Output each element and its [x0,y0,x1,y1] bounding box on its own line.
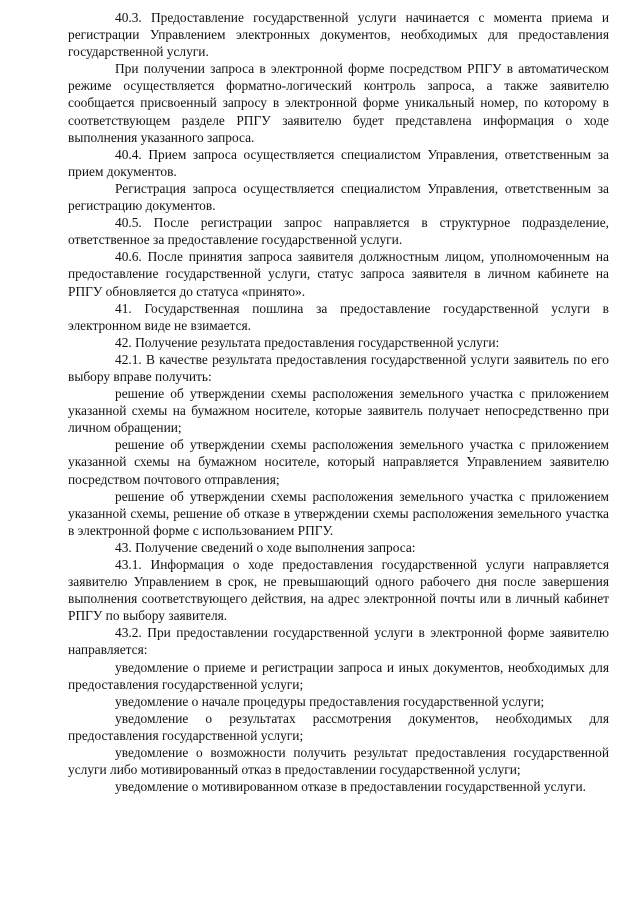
paragraph-registration: Регистрация запроса осуществляется специалистом Управления, ответственным за регистрацию документов. [68,180,609,214]
paragraph-43-1: 43.1. Информация о ходе предоставления государственной услуги направляется заявителю Управлением в срок, не превышающий одного рабочего дня после завершения выполнения соответствующего действия, на адрес электронной почты или в личный кабинет РПГУ по выбору заявителя. [68,557,609,624]
paragraph-rpgu-request: При получении запроса в электронной форме посредством РПГУ в автоматическом режиме осуществляется форматно-логический контроль запроса, а также заявителю сообщается присвоенный запросу в электронной форме уникальный номер, по которому в соответствующем разделе РПГУ заявителю будет представлена информация о ходе выполнения указанного запроса. [68,61,609,145]
paragraph-result-in-person: решение об утверждении схемы расположения земельного участка с приложением указанной схемы на бумажном носителе, которые заявитель получает непосредственно при личном обращении; [68,386,609,436]
paragraph-notice-possibility: уведомление о возможности получить результат предоставления государственной услуги либо мотивированный отказ в предоставлении государственной услуги; [68,745,609,778]
paragraph-41: 41. Государственная пошлина за предоставление государственной услуги в электронном виде не взимается. [68,300,609,333]
paragraph-result-by-mail: решение об утверждении схемы расположения земельного участка с приложением указанной схемы на бумажном носителе, который направляется Управлением заявителю посредством почтового отправления; [68,437,609,487]
paragraph-notice-review: уведомление о результатах рассмотрения документов, необходимых для предоставления государственной услуги; [68,710,609,743]
paragraph-result-electronic: решение об утверждении схемы расположения земельного участка с приложением указанной схемы, решение об отказе в утверждении схемы расположения земельного участка в электронной форме с использованием РПГУ. [68,488,609,538]
paragraph-notice-refusal: уведомление о мотивированном отказе в предоставлении государственной услуги. [115,779,586,795]
paragraph-42: 42. Получение результата предоставления государственной услуги: [115,334,500,350]
paragraph-43: 43. Получение сведений о ходе выполнения запроса: [115,539,416,555]
paragraph-42-1: 42.1. В качестве результата предоставления государственной услуги заявитель по его выбору вправе получить: [68,351,609,384]
paragraph-40-3: 40.3. Предоставление государственной услуги начинается с момента приема и регистрации Управлением электронных документов, необходимых для предоставления государственной услуги. [68,10,609,60]
paragraph-40-4: 40.4. Прием запроса осуществляется специалистом Управления, ответственным за прием документов. [68,146,609,179]
paragraph-notice-receipt: уведомление о приеме и регистрации запроса и иных документов, необходимых для предоставления государственной услуги; [68,659,609,692]
paragraph-40-6: 40.6. После принятия запроса заявителя должностным лицом, уполномоченным на предоставление государственной услуги, статус запроса заявителя в личном кабинете на РПГУ обновляется до статуса «принято». [68,249,609,299]
paragraph-notice-start: уведомление о начале процедуры предоставления государственной услуги; [115,693,545,709]
paragraph-43-2: 43.2. При предоставлении государственной услуги в электронной форме заявителю направляется: [68,625,609,658]
paragraph-40-5: 40.5. После регистрации запрос направляется в структурное подразделение, ответственное за предоставление государственной услуги. [68,215,609,248]
